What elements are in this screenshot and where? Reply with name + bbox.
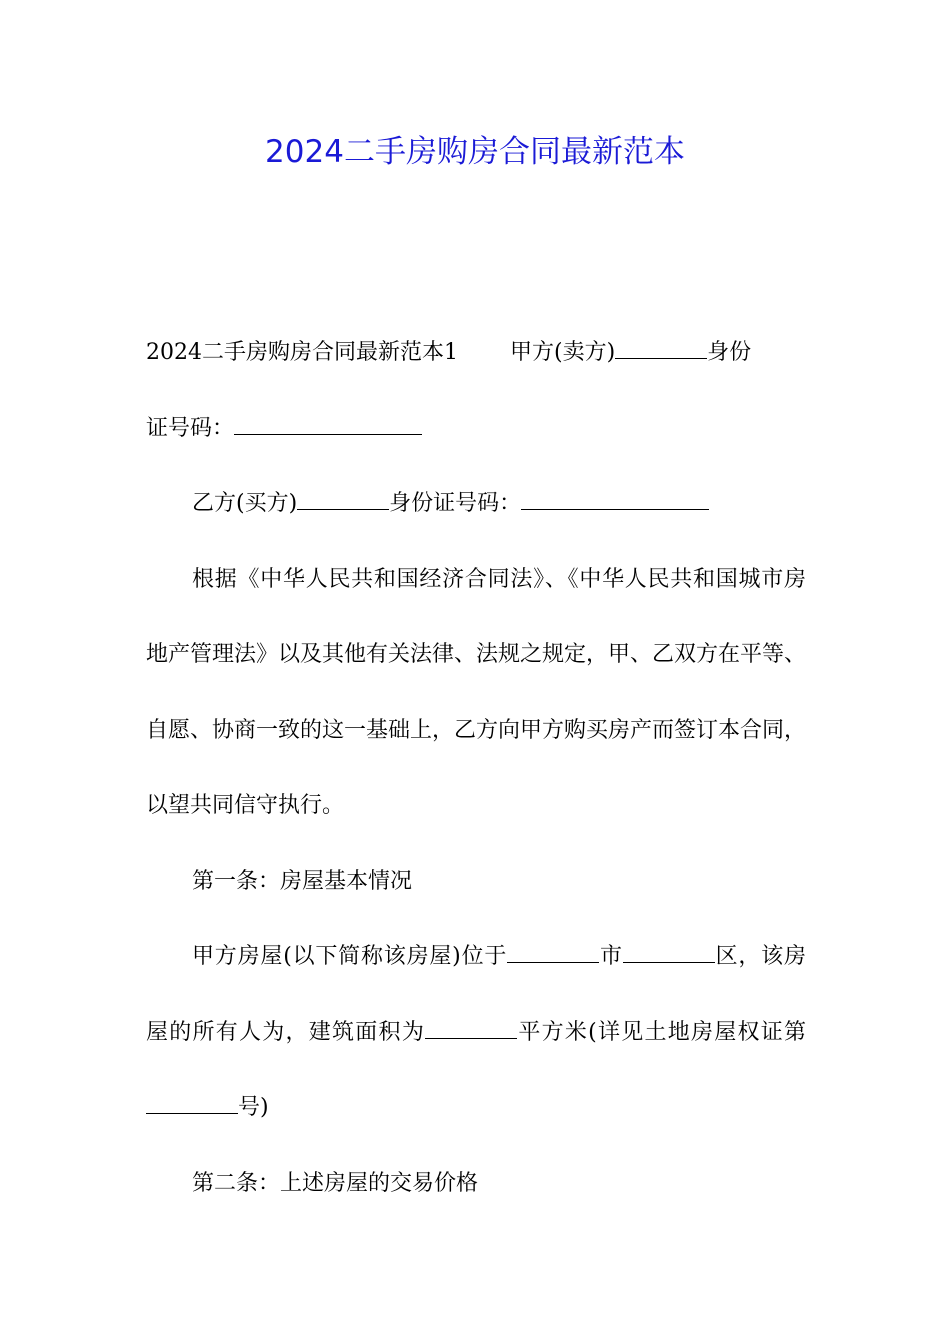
preamble-paragraph: 根据《中华人民共和国经济合同法》、《中华人民共和国城市房地产管理法》以及其他有关法律、法规之规定，甲、乙双方在平等、自愿、协商一致的这一基础上，乙方向甲方购买房产而签订本合同，以望共同信守执行。 xyxy=(146,566,807,818)
city-blank xyxy=(507,961,599,963)
id-label-b: 身份证号码： xyxy=(389,491,522,516)
certificate-number-blank xyxy=(146,1112,238,1114)
party-b-paragraph xyxy=(146,485,806,523)
intro-heading: 2024二手房购房合同最新范本1 xyxy=(146,340,458,365)
article2-heading: 第二条：上述房屋的交易价格 xyxy=(192,1170,479,1196)
area-blank xyxy=(425,1037,517,1039)
district-blank xyxy=(623,961,715,963)
document-body xyxy=(146,334,806,1221)
intro-paragraph-cont xyxy=(146,410,806,448)
id-label-a-2: 证号码： xyxy=(146,415,235,441)
party-b-label: 乙方(买方) xyxy=(192,491,298,516)
article1-paragraph: 甲方房屋(以下简称该房屋)位于 市 区，该房屋的所有人为，建筑面积为 平方米(详见土地房屋权证第号) xyxy=(146,944,806,1120)
intro-paragraph xyxy=(146,334,806,372)
party-a-label: 甲方(卖方) xyxy=(510,340,616,365)
party-a-name-blank xyxy=(615,357,707,359)
party-b-id-blank xyxy=(521,508,709,510)
party-b-name-blank xyxy=(297,508,389,510)
document-title: 2024二手房购房合同最新范本 xyxy=(265,134,685,170)
article1-heading: 第一条：房屋基本情况 xyxy=(192,868,413,894)
party-a-id-blank xyxy=(234,433,422,435)
id-label-a-1: 身份 xyxy=(707,340,752,365)
